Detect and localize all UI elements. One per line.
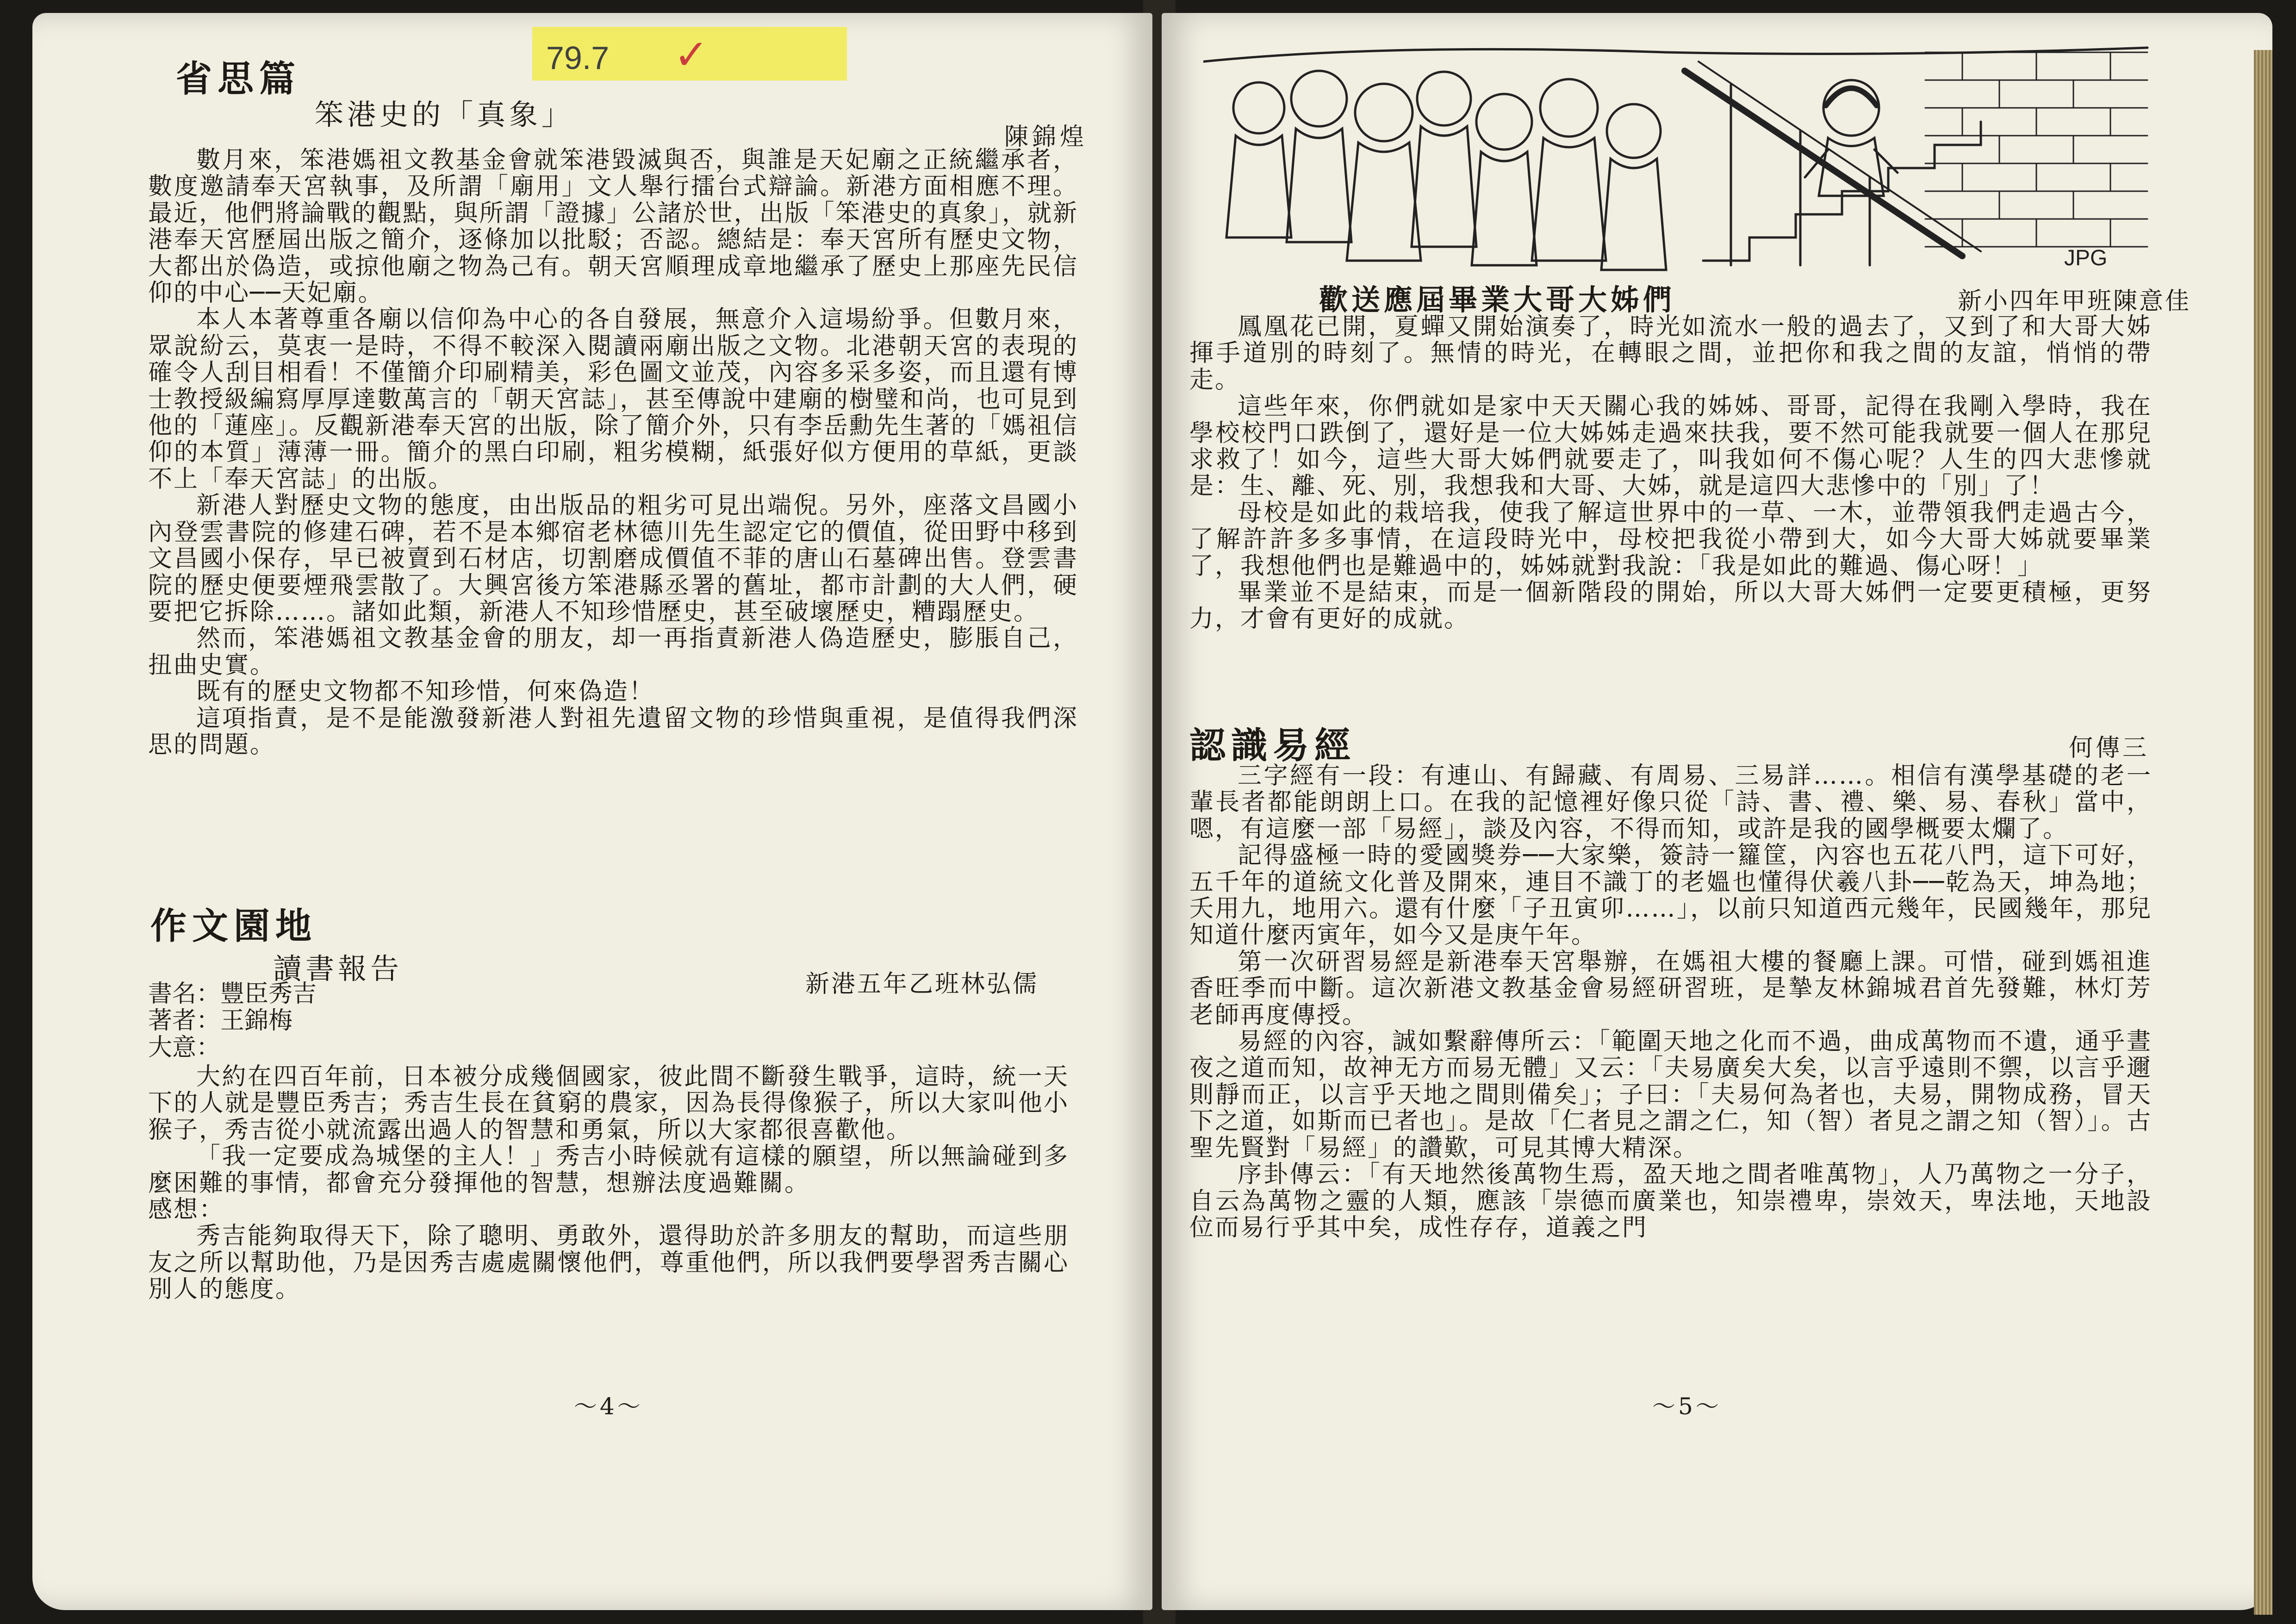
section-title: 認識易經	[1189, 725, 1356, 767]
paragraph: 母校是如此的栽培我，使我了解這世界中的一草、一木，並帶領我們走過古今，了解許許多多事情，在這段時光中，母校把我從小帶到大，如今大哥大姊就要畢業了，我想他們也是難過中的，姊姊就對我說：「我是如此的難過、傷心呀！」	[1189, 499, 2152, 580]
article-body-2	[148, 1064, 1069, 1303]
paragraph: 秀吉能夠取得天下，除了聰明、勇敢外，還得助於許多朋友的幫助，而這些朋友之所以幫助他，乃是因秀吉處處關懷他們，尊重他們，所以我們要學習秀吉關心別人的態度。	[148, 1222, 1069, 1304]
illustration-signature: JPG	[2064, 246, 2108, 270]
archive-sticker	[532, 27, 847, 81]
article-body-2	[1189, 763, 2152, 1241]
page-number: ～5～	[1652, 1393, 1722, 1420]
article-title-2: 讀書報告	[273, 952, 403, 986]
sticker-note: 79.7	[546, 40, 610, 76]
article-title: 歡送應屆畢業大哥大姊們	[1319, 283, 1676, 317]
paragraph: 三字經有一段：有連山、有歸藏、有周易、三易詳……。相信有漢學基礎的老一輩長者都能朗朗上口。在我的記憶裡好像只從「詩、書、禮、樂、易、春秋」當中，嗯，有這麼一部「易經」，談及內容，不得而知，或許是我的國學概要太爛了。	[1189, 762, 2152, 843]
graduation-illustration	[1203, 43, 2157, 275]
book-author-field: 著者：王錦梅	[148, 1007, 293, 1035]
article-author: 新小四年甲班陳意佳	[1958, 287, 2191, 315]
section-title: 省思篇	[176, 58, 301, 100]
paragraph: 數月來，笨港媽祖文教基金會就笨港毀滅與否，與誰是天妃廟之正統繼承者，數度邀請奉天宮執事，及所謂「廟用」文人舉行擂台式辯論。新港方面相應不理。最近，他們將論戰的觀點，與所謂「證據」公諸於世，出版「笨港史的真象」，就新港奉天宮歷屆出版之簡介，逐條加以批駁；否認。總結是：奉天宮所有歷史文物，大都出於偽造，或掠他廟之物為己有。朝天宮順理成章地繼承了歷史上那座先民信仰的中心──天妃廟。	[148, 146, 1078, 307]
paragraph: 既有的歷史文物都不知珍惜，何來偽造！	[196, 678, 655, 706]
paragraph: 大約在四百年前，日本被分成幾個國家，彼此間不斷發生戰爭，這時，統一天下的人就是豐臣秀吉；秀吉生長在貧窮的農家，因為長得像猴子，所以大家叫他小猴子，秀吉從小就流露出過人的智慧和勇氣，所以大家都很喜歡他。	[148, 1063, 1069, 1144]
paragraph: 新港人對歷史文物的態度，由出版品的粗劣可見出端倪。另外，座落文昌國小內登雲書院的修建石碑，若不是本鄉宿老林德川先生認定它的價值，從田野中移到文昌國小保存，早已被賣到石材店，切割磨成價值不菲的唐山石墓碑出售。登雲書院的歷史便要煙飛雲散了。大興宮後方笨港縣丞署的舊址，都市計劃的大人們，硬要把它拆除……。諸如此類，新港人不知珍惜歷史，甚至破壞歷史，糟蹋歷史。	[148, 492, 1078, 626]
book-info	[148, 981, 317, 1061]
page-edge	[2254, 50, 2272, 1615]
article-author-2: 新港五年乙班林弘儒	[805, 970, 1039, 998]
paragraph: 記得盛極一時的愛國獎券──大家樂，簽詩一籮筐，內容也五花八門，這下可好，五千年的道統文化普及開來，連目不識丁的老媼也懂得伏羲八卦──乾為天，坤為地；夭用九，地用六。還有什麼「子丑寅卯……」，以前只知道西元幾年，民國幾年，那兒知道什麼丙寅年，如今又是庚午年。	[1189, 842, 2152, 949]
paragraph: 「我一定要成為城堡的主人！」秀吉小時候就有這樣的願望，所以無論碰到多麼困難的事情，都會充分發揮他的智慧，想辦法度過難關。	[148, 1143, 1069, 1197]
left-page	[32, 13, 1152, 1610]
check-mark-icon: ✓	[673, 32, 709, 78]
paragraph: 易經的內容，誠如繫辭傳所云：「範圍天地之化而不過，曲成萬物而不遺，通乎晝夜之道而知，故神无方而易无體」又云：「夫易廣矣大矣，以言乎遠則不禦，以言乎邇則靜而正，以言乎天地之間則備矣」；子曰：「夫易何為者也，夫易，開物成務，冒天下之道，如斯而已者也」。是故「仁者見之謂之仁，知（智）者見之謂之知（智）」。古聖先賢對「易經」的讚歎，可見其博大精深。	[1189, 1028, 2152, 1162]
right-page	[1162, 13, 2272, 1610]
paragraph: 序卦傳云：「有天地然後萬物生焉，盈天地之間者唯萬物」，人乃萬物之一分子，自云為萬物之靈的人類，應該「崇德而廣業也，知崇禮卑，崇效天，卑法地，天地設位而易行乎其中矣，成性存存，道義之門	[1189, 1161, 2152, 1242]
summary-field: 大意：	[148, 1034, 221, 1062]
article-title: 笨港史的「真象」	[315, 98, 574, 131]
paragraph: 這些年來，你們就如是家中天天關心我的姊姊、哥哥，記得在我剛入學時，我在學校校門口跌倒了，還好是一位大姊姊走過來扶我，要不然可能我就要一個人在那兒求救了！如今，這些大哥大姊們就要走了，叫我如何不傷心呢？人生的四大悲慘就是：生、離、死、別，我想我和大哥、大姊，就是這四大悲慘中的「別」了！	[1189, 393, 2152, 500]
article-author: 陳錦煌	[1004, 123, 1088, 151]
children-on-stairs-drawing	[1203, 43, 2157, 275]
paragraph: 這項指責，是不是能激發新港人對祖先遺留文物的珍惜與重視，是值得我們深思的問題。	[148, 704, 1078, 759]
section-title-2: 作文園地	[150, 905, 317, 947]
paragraph: 然而，笨港媽祖文教基金會的朋友，却一再指責新港人偽造歷史，膨脹自己，扭曲史實。	[148, 625, 1078, 679]
article-body	[1189, 314, 2152, 633]
paragraph: 本人本著尊重各廟以信仰為中心的各自發展，無意介入這場紛爭。但數月來，眾說紛云，莫衷一是時，不得不較深入閱讀兩廟出版之文物。北港朝天宮的表現的確令人刮目相看！不僅簡介印刷精美，彩色圖文並茂，內容多采多姿，而且還有博士教授級編寫厚厚達數萬言的「朝天宮誌」，甚至傳說中建廟的樹璧和尚，也可見到他的「蓮座」。反觀新港奉天宮的出版，除了簡介外，只有李岳勳先生著的「媽祖信仰的本質」薄薄一冊。簡介的黑白印刷，粗劣模糊，紙張好似方便用的草紙，更談不上「奉天宮誌」的出版。	[148, 306, 1078, 493]
book-title-field: 書名：豐臣秀吉	[148, 980, 317, 1008]
article-author-2: 何傳三	[2069, 734, 2150, 762]
paragraph: 鳳凰花已開，夏蟬又開始演奏了，時光如流水一般的過去了，又到了和大哥大姊揮手道別的時刻了。無情的時光，在轉眼之間，並把你和我之間的友誼，悄悄的帶走。	[1189, 313, 2152, 394]
paragraph: 第一次研習易經是新港奉天宮舉辦，在媽祖大樓的餐廳上課。可惜，碰到媽祖進香旺季而中斷。這次新港文教基金會易經研習班，是摯友林錦城君首先發難，林灯芳老師再度傳授。	[1189, 948, 2152, 1029]
paragraph: 畢業並不是結束，而是一個新階段的開始，所以大哥大姊們一定要更積極，更努力，才會有更好的成就。	[1189, 579, 2152, 633]
page-number: ～4～	[574, 1393, 643, 1420]
paragraph: 感想：	[148, 1196, 225, 1224]
article-body	[148, 147, 1078, 758]
